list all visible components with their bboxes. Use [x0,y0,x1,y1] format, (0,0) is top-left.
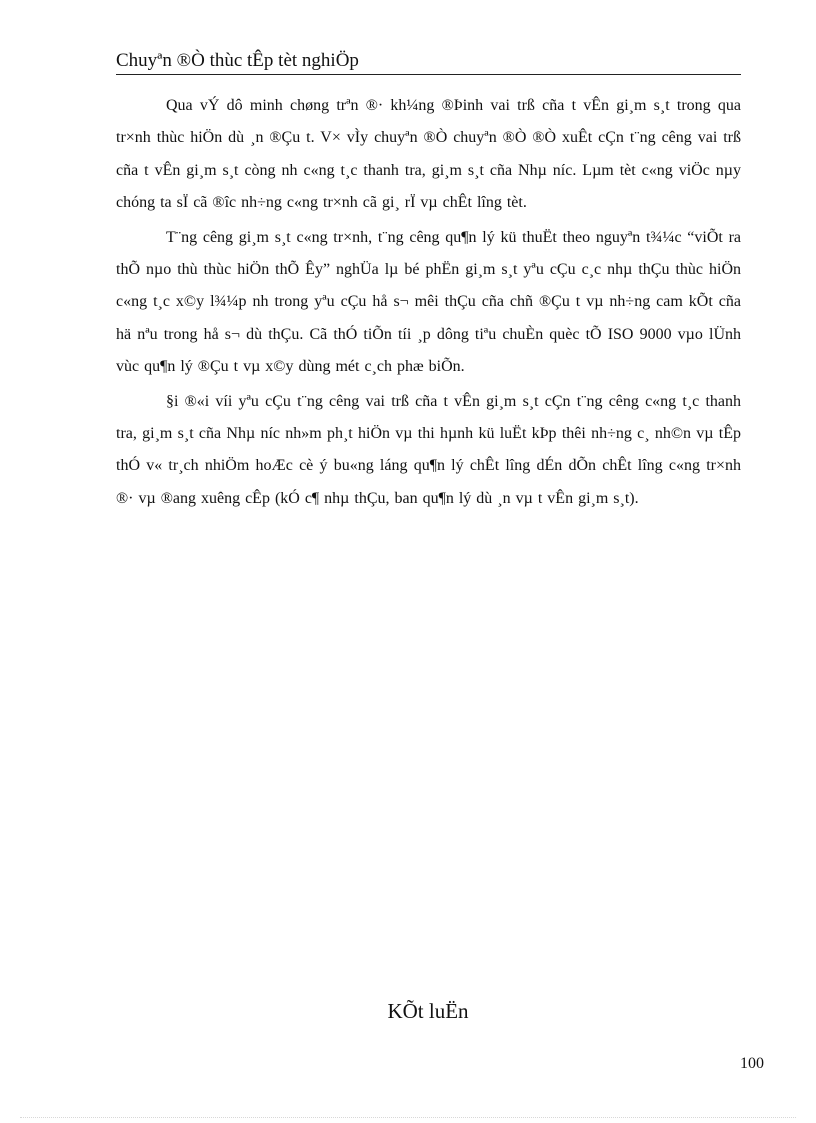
page-header [116,50,741,75]
document-body [116,90,741,517]
paragraph-2: T¨ng cêng gi¸m s¸t c«ng tr×nh, t¨ng cêng qu¶n lý kü thuËt theo nguyªn t¾¼c “viÕt ra thÕ nµo thù thùc hiÖn thÕ Êy” nghÜa lµ bé phËn gi¸m s¸t yªu cÇu c¸c nhµ thÇu thùc hiÖn c«ng t¸c x©y l¾¼p nh trong yªu cÇu hå s¬ mêi thÇu cña chñ ®Çu t vµ nh÷ng cam kÕt cña hä nªu trong hå s¬ dù thÇu. Cã thÓ tiÕn tíi ¸p dông tiªu chuÈn quèc tÕ ISO 9000 vµo lÜnh vùc qu¶n lý ®Çu t vµ x©y dùng mét c¸ch phæ biÕn. [116,228,741,376]
footer-divider [20,1117,796,1118]
paragraph-3: §i ®«i víi yªu cÇu t¨ng cêng vai trß cña t vÊn gi¸m s¸t cÇn t¨ng cêng c«ng t¸c thanh tra, gi¸m s¸t cña Nhµ níc nh»m ph¸t hiÖn vµ thi hµnh kü luËt kÞp thêi nh÷ng c¸ nh©n vµ tÊp thÓ v« tr¸ch nhiÖm hoÆc cè ý bu«ng láng qu¶n lý chÊt lîng dÉn dÕn chÊt lîng c«ng tr×nh ®· vµ ®ang xuêng cÊp (kÓ c¶ nhµ thÇu, ban qu¶n lý dù ¸n vµ t vÊn gi¸m s¸t). [116,392,741,507]
page-number: 100 [740,1055,764,1072]
header-title: Chuyªn ®Ò thùc tÊp tèt nghiÖp [116,50,359,71]
conclusion-heading: KÕt luËn [387,999,469,1023]
paragraph-1: Qua vÝ dô minh chøng trªn ®· kh¼ng ®Þinh vai trß cña t vÊn gi¸m s¸t trong qua tr×nh thùc hiÖn dù ¸n ®Çu t. V× vÌy chuyªn ®Ò chuyªn ®Ò ®Ò xuÊt cÇn t¨ng cêng vai trß cña t vÊn gi¸m s¸t còng nh c«ng t¸c thanh tra, gi¸m s¸t cña Nhµ níc. Lµm tèt c«ng viÖc nµy chóng ta sÏ cã ®îc nh÷ng c«ng tr×nh cã gi¸ rÏ vµ chÊt lîng tèt. [116,97,741,212]
